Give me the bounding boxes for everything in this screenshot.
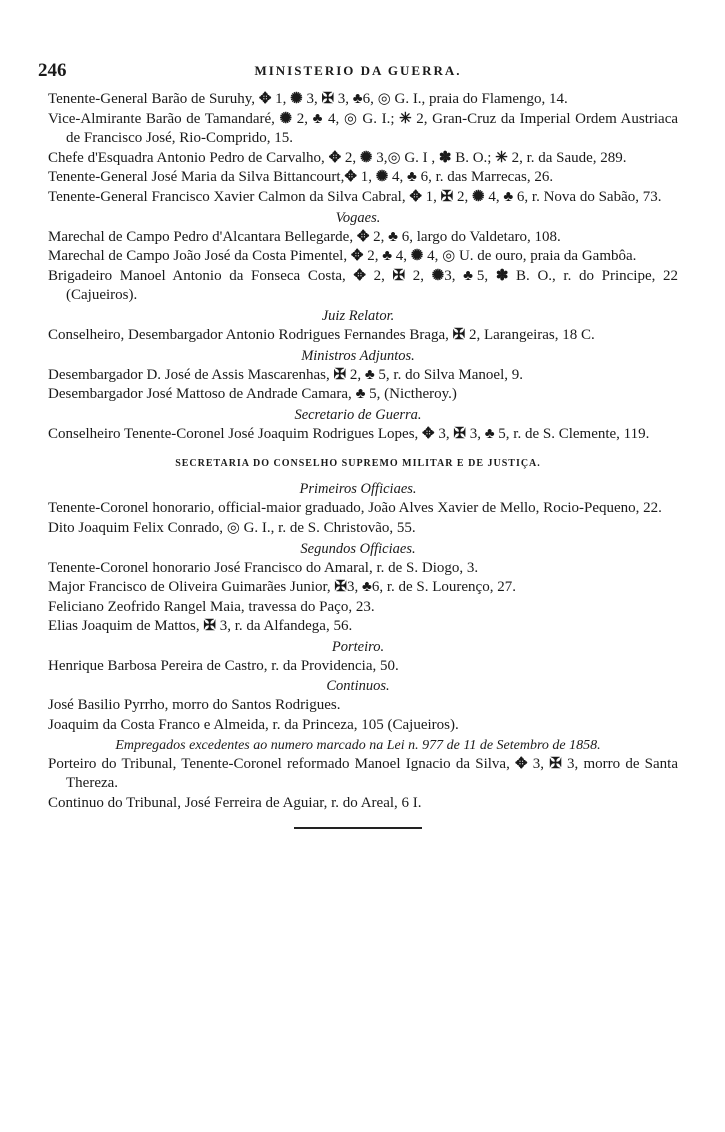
entry <box>38 696 678 716</box>
entry-text: 3, <box>465 425 485 442</box>
running-title: MINISTERIO DA GUERRA. <box>254 63 462 78</box>
cross-fleury-icon: ✥ <box>422 425 435 442</box>
entry <box>38 90 678 110</box>
page-header <box>38 60 678 82</box>
excedentes-list <box>38 755 678 814</box>
entry <box>38 559 678 579</box>
section-heading-secretaria: SECRETARIA DO CONSELHO SUPREMO MILITAR E DE JUSTIÇA. <box>175 458 541 470</box>
circle-medal-icon: ◎ <box>442 248 456 265</box>
entry-text: 4, <box>484 188 504 205</box>
circle-medal-icon: ◎ <box>377 91 391 107</box>
entry-text: 3, <box>334 91 353 107</box>
entry-text: 2, Gran-Cruz da Imperial Ordem Austriaca de Francisco José, Rio-Comprido, 15. <box>66 110 679 147</box>
floret-icon: ✽ <box>495 267 509 284</box>
entry-text: 5, r. de S. Clemente, 119. <box>494 425 650 442</box>
entry-text: 3, <box>527 755 550 772</box>
entry-text: 6, r. de S. Lourenço, 27. <box>371 579 516 596</box>
entry-text: 4, <box>392 248 411 265</box>
entry <box>38 578 678 598</box>
entry <box>38 366 678 386</box>
asterisk-star-icon: ✳ <box>399 110 412 127</box>
entry-text: G. I , <box>400 149 439 166</box>
floret-icon: ✽ <box>438 149 452 166</box>
circle-medal-icon: ◎ <box>226 519 240 536</box>
entry-text: Porteiro do Tribunal, Tenente-Coronel reformado Manoel Ignacio da Silva, <box>48 755 516 772</box>
star-medal-icon: ✺ <box>471 188 485 205</box>
asterisk-star-icon: ✳ <box>495 149 508 166</box>
rose-medal-icon: ♣ <box>388 228 398 245</box>
entry-text: Tenente-General José Maria da Silva Bittancourt, <box>48 169 345 186</box>
entry-text: 3, r. da Alfandega, 56. <box>215 618 353 635</box>
entry-text: G. I., r. de S. Christovão, 55. <box>239 519 416 536</box>
entry <box>38 247 678 267</box>
rose-medal-icon: ♣ <box>355 386 366 403</box>
entry-text: 5, (Nictheroy.) <box>365 386 457 403</box>
rose-medal-icon: ♣ <box>463 267 477 284</box>
subheading-secretario: Secretario de Guerra. <box>294 406 422 423</box>
entry-text: Tenente-Coronel honorario José Francisco do Amaral, r. de S. Diogo, 3. <box>48 559 479 576</box>
entry <box>38 228 678 248</box>
circle-medal-icon: ◎ <box>343 110 358 127</box>
entry-text: 3, morro de Santa Thereza. <box>66 755 679 792</box>
entry-text: 2, <box>453 188 472 205</box>
entry-text: Desembargador José Mattoso de Andrade Camara, <box>48 386 356 403</box>
entry <box>38 755 678 794</box>
entry <box>38 168 678 188</box>
entry-text: 3, <box>444 267 464 284</box>
entry-text: Desembargador D. José de Assis Mascarenhas, <box>48 366 334 383</box>
entry-text: 2, <box>366 267 393 284</box>
entry-text: Brigadeiro Manoel Antonio da Fonseca Costa, <box>48 267 354 284</box>
cross-fleury-icon: ✥ <box>258 91 272 107</box>
vogaes-list <box>38 228 678 306</box>
note-empregados-excedentes: Empregados excedentes ao numero marcado na Lei n. 977 de 11 de Setembro de 1858. <box>115 737 601 753</box>
star-medal-icon: ✺ <box>410 248 424 265</box>
entry-text: 3, <box>302 91 322 107</box>
porteiro-list <box>38 657 678 677</box>
entry <box>38 657 678 677</box>
entry-text: G. I., praia do Flamengo, 14. <box>390 91 568 107</box>
maltese-cross-icon: ✠ <box>333 366 347 383</box>
rose-medal-icon: ♣ <box>382 248 393 265</box>
entry-text: 2, Larangeiras, 18 C. <box>465 326 595 343</box>
rose-medal-icon: ♣ <box>352 91 363 107</box>
entry-text: Henrique Barbosa Pereira de Castro, r. da Providencia, 50. <box>48 657 399 674</box>
entry-text: 5, r. do Silva Manoel, 9. <box>374 366 523 383</box>
entry-text: G. I.; <box>357 110 400 127</box>
star-medal-icon: ✺ <box>290 91 303 107</box>
entry-text: 4, <box>323 110 344 127</box>
entry-text: Continuo do Tribunal, José Ferreira de Aguiar, r. do Areal, 6 I. <box>48 794 422 811</box>
entry-text: Dito Joaquim Felix Conrado, <box>48 519 227 536</box>
entry-text: 1, <box>271 91 291 107</box>
subheading-segundos-officiaes: Segundos Officiaes. <box>300 540 416 557</box>
entry-text: Marechal de Campo João José da Costa Pimentel, <box>48 248 351 265</box>
document-page <box>38 60 678 829</box>
entry-text: B. O.; <box>451 149 496 166</box>
cross-fleury-icon: ✥ <box>328 149 342 166</box>
ministros-list <box>38 366 678 405</box>
entry <box>38 425 678 445</box>
entry <box>38 716 678 736</box>
star-medal-icon: ✺ <box>359 149 373 166</box>
subheading-porteiro: Porteiro. <box>331 638 385 655</box>
subheading-ministros-adjuntos: Ministros Adjuntos. <box>301 347 415 364</box>
subheading-juiz-relator: Juiz Relator. <box>321 307 395 324</box>
maltese-cross-icon: ✠ <box>321 91 335 107</box>
entry-text: Conselheiro Tenente-Coronel José Joaquim Rodrigues Lopes, <box>48 425 423 442</box>
entry-text: Tenente-General Barão de Suruhy, <box>48 91 259 107</box>
entry-text: 2, <box>363 248 383 265</box>
entry-text: 6, <box>362 91 378 107</box>
entry-text: José Basilio Pyrrho, morro do Santos Rodrigues. <box>48 697 341 714</box>
subheading-primeiros-officiaes: Primeiros Officiaes. <box>299 481 417 498</box>
entry-text: 2, <box>292 110 313 127</box>
maltese-cross-icon: ✠ <box>452 326 466 343</box>
cross-fleury-icon: ✥ <box>409 188 422 205</box>
cross-fleury-icon: ✥ <box>344 169 357 186</box>
circle-medal-icon: ◎ <box>387 149 401 166</box>
entry <box>38 326 678 346</box>
entry-text: 6, largo do Valdetaro, 108. <box>398 228 561 245</box>
entry-text: Tenente-Coronel honorario, official-maior graduado, João Alves Xavier de Mello, Rocio-Pequeno, 22. <box>48 500 662 517</box>
entry-text: 5, <box>476 267 496 284</box>
entry-text: 1, <box>356 169 376 186</box>
rose-medal-icon: ♣ <box>503 188 514 205</box>
maltese-cross-icon: ✠ <box>549 755 562 772</box>
rose-medal-icon: ♣ <box>407 169 417 186</box>
maltese-cross-icon: ✠ <box>203 618 216 635</box>
cross-fleury-icon: ✥ <box>515 755 528 772</box>
entry-text: Joaquim da Costa Franco e Almeida, r. da Princeza, 105 (Cajueiros). <box>48 717 459 734</box>
rose-medal-icon: ♣ <box>364 366 375 383</box>
maltese-cross-icon: ✠ <box>440 188 454 205</box>
subheading-continuos: Continuos. <box>326 678 390 695</box>
entry-text: 3, <box>434 425 454 442</box>
entry <box>38 598 678 618</box>
council-members <box>38 90 678 208</box>
entry-text: Tenente-General Francisco Xavier Calmon da Silva Cabral, <box>48 188 410 205</box>
maltese-cross-icon: ✠ <box>334 579 347 596</box>
entry-text: Vice-Almirante Barão de Tamandaré, <box>48 110 280 127</box>
primeiros-list <box>38 499 678 538</box>
entry-text: U. de ouro, praia da Gambôa. <box>455 248 637 265</box>
entry-text: 3, <box>346 579 362 596</box>
maltese-cross-icon: ✠ <box>392 267 406 284</box>
cross-fleury-icon: ✥ <box>350 248 364 265</box>
entry-text: 2, <box>369 228 389 245</box>
page-number: 246 <box>38 60 67 81</box>
entry <box>38 794 678 814</box>
rose-medal-icon: ♣ <box>312 110 324 127</box>
entry-text: Marechal de Campo Pedro d'Alcantara Bellegarde, <box>48 228 357 245</box>
star-medal-icon: ✺ <box>431 267 445 284</box>
entry <box>38 519 678 539</box>
star-medal-icon: ✺ <box>375 169 389 186</box>
entry <box>38 188 678 208</box>
rose-medal-icon: ♣ <box>484 425 495 442</box>
entry-text: 2, <box>405 267 432 284</box>
entry <box>38 267 678 306</box>
entry-text: Elias Joaquim de Mattos, <box>48 618 204 635</box>
entry-text: Chefe d'Esquadra Antonio Pedro de Carvalho, <box>48 149 329 166</box>
entry-text: 2, r. da Saude, 289. <box>507 149 627 166</box>
juiz-list <box>38 326 678 346</box>
cross-fleury-icon: ✥ <box>356 228 370 245</box>
subheading-vogaes: Vogaes. <box>335 209 381 226</box>
star-medal-icon: ✺ <box>279 110 293 127</box>
entry <box>38 499 678 519</box>
secretario-list <box>38 425 678 445</box>
entry-text: Conselheiro, Desembargador Antonio Rodrigues Fernandes Braga, <box>48 326 453 343</box>
cross-fleury-icon: ✥ <box>353 267 366 284</box>
entry-text: 1, <box>421 188 441 205</box>
entry-text: 2, <box>341 149 360 166</box>
entry-text: 6, r. Nova do Sabão, 73. <box>513 188 662 205</box>
entry <box>38 617 678 637</box>
entry-text: B. O., r. do Principe, 22 (Cajueiros). <box>66 267 679 304</box>
entry-text: 4, <box>388 169 408 186</box>
entry <box>38 385 678 405</box>
entry-text: 2, <box>346 366 365 383</box>
entry-text: 3, <box>372 149 388 166</box>
maltese-cross-icon: ✠ <box>453 425 466 442</box>
rose-medal-icon: ♣ <box>361 579 372 596</box>
entry <box>38 110 678 149</box>
entry-text: 4, <box>423 248 443 265</box>
entry-text: Major Francisco de Oliveira Guimarães Junior, <box>48 579 335 596</box>
entry <box>38 149 678 169</box>
entry-text: Feliciano Zeofrido Rangel Maia, travessa do Paço, 23. <box>48 598 375 615</box>
segundos-list <box>38 559 678 637</box>
closing-rule <box>294 827 422 829</box>
entry-text: 6, r. das Marrecas, 26. <box>416 169 554 186</box>
continuos-list <box>38 696 678 735</box>
